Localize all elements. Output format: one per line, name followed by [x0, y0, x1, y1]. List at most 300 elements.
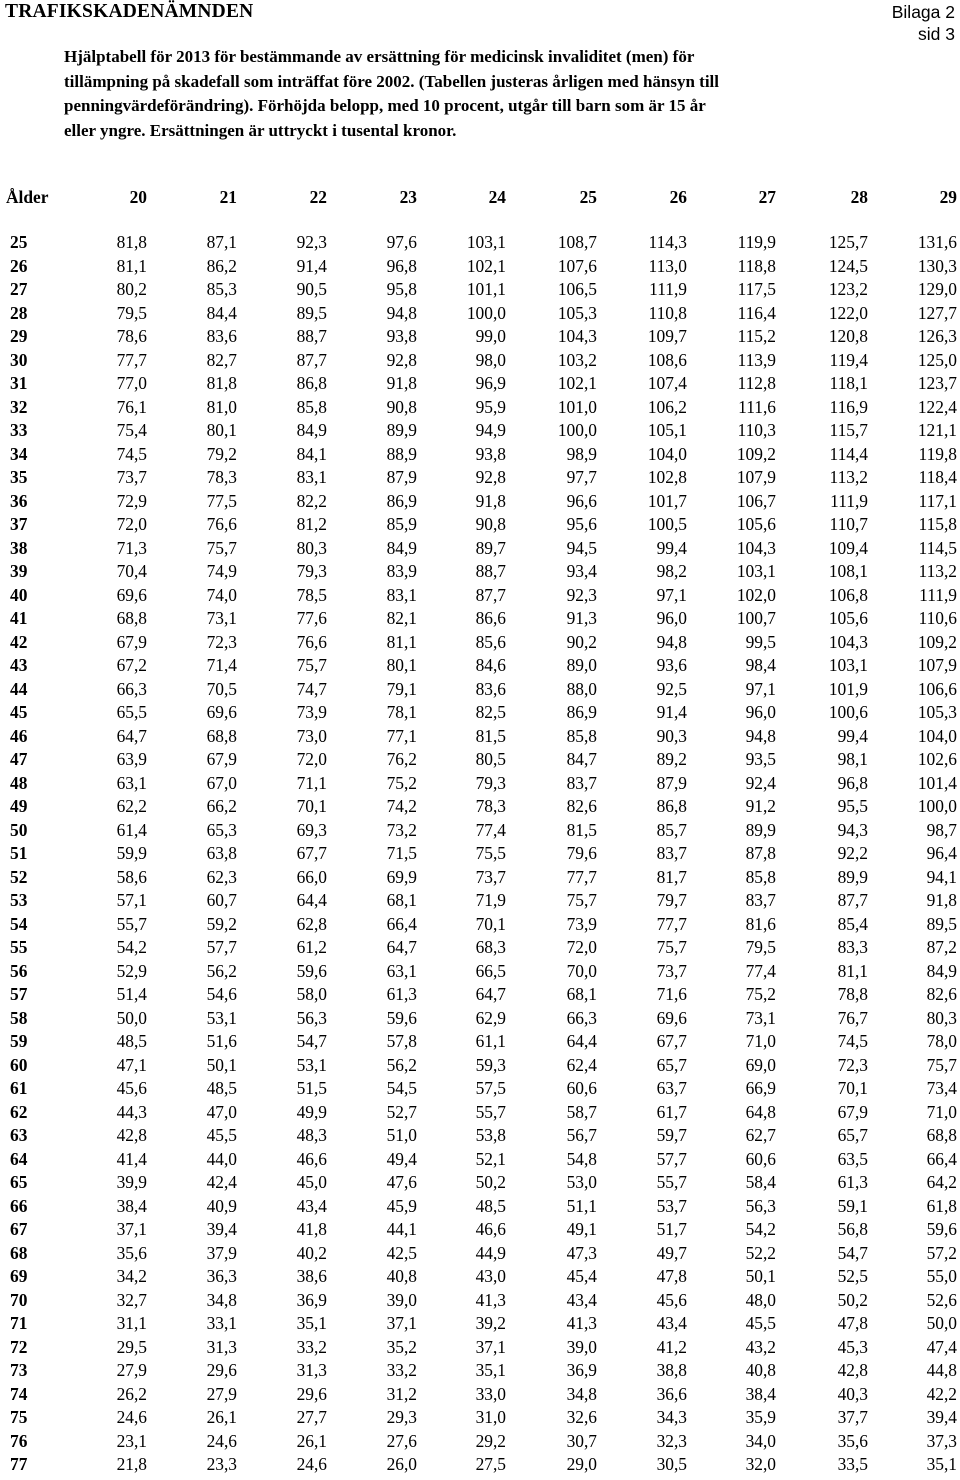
table-cell: 39,4: [926, 1407, 957, 1427]
row-age: 41: [10, 608, 28, 628]
table-cell: 36,9: [566, 1360, 597, 1380]
table-cell: 89,7: [475, 537, 506, 558]
row-age: 38: [10, 537, 28, 558]
column-header: 22: [309, 187, 327, 207]
table-cell: 46,6: [475, 1219, 506, 1239]
table-cell: 79,3: [296, 561, 327, 581]
table-cell: 103,1: [828, 655, 868, 675]
column-header: 21: [219, 187, 237, 207]
table-cell: 77,7: [116, 349, 147, 370]
table-cell: 105,6: [828, 608, 868, 628]
row-age: 45: [10, 702, 28, 722]
intro-line: eller yngre. Ersättningen är uttryckt i tusental kronor.: [64, 120, 457, 140]
table-cell: 102,1: [557, 373, 597, 393]
table-cell: 87,1: [206, 232, 237, 252]
table-cell: 81,0: [206, 396, 237, 417]
table-cell: 63,9: [116, 749, 147, 769]
table-cell: 70,1: [837, 1078, 868, 1098]
table-cell: 78,3: [475, 796, 506, 816]
table-cell: 81,5: [566, 819, 597, 840]
table-cell: 37,9: [206, 1242, 237, 1263]
table-cell: 93,5: [745, 749, 776, 769]
table-cell: 59,6: [296, 960, 327, 981]
table-cell: 119,4: [829, 349, 868, 370]
table-cell: 43,4: [566, 1289, 597, 1310]
table-cell: 77,7: [566, 866, 597, 887]
row-age: 64: [10, 1148, 28, 1169]
table-cell: 27,6: [386, 1430, 417, 1451]
table-cell: 101,4: [917, 772, 957, 793]
table-cell: 106,8: [828, 584, 868, 605]
table-cell: 37,3: [926, 1430, 957, 1451]
table-cell: 51,7: [656, 1219, 687, 1239]
table-cell: 44,1: [386, 1219, 417, 1239]
table-cell: 57,1: [116, 890, 147, 910]
table-cell: 108,6: [647, 349, 687, 370]
table-cell: 47,3: [566, 1242, 597, 1263]
table-cell: 80,5: [475, 749, 506, 769]
table-cell: 71,4: [206, 655, 237, 675]
table-cell: 53,8: [475, 1125, 506, 1145]
table-cell: 71,0: [926, 1101, 957, 1122]
table-cell: 31,3: [206, 1336, 237, 1357]
row-age: 58: [10, 1007, 28, 1028]
row-age: 51: [10, 843, 28, 863]
table-cell: 107,6: [557, 255, 597, 276]
table-cell: 74,5: [116, 443, 147, 464]
table-cell: 100,0: [917, 796, 957, 816]
table-cell: 48,5: [206, 1078, 237, 1098]
table-cell: 47,6: [386, 1172, 417, 1192]
row-age: 34: [10, 443, 28, 464]
table-cell: 81,8: [116, 232, 147, 252]
table-cell: 96,9: [475, 373, 506, 393]
table-cell: 67,2: [116, 655, 147, 675]
table-cell: 71,5: [386, 843, 417, 863]
table-cell: 105,6: [736, 514, 776, 534]
table-cell: 104,3: [736, 537, 776, 558]
table-cell: 49,7: [656, 1242, 687, 1263]
table-cell: 75,2: [745, 984, 776, 1004]
table-cell: 95,9: [475, 396, 506, 417]
table-cell: 67,7: [296, 843, 327, 863]
intro-line: tillämpning på skadefall som inträffat före 2002. (Tabellen justeras årligen med hänsyn till: [64, 71, 719, 91]
organization-name: TRAFIKSKADENÄMNDEN: [5, 1, 254, 22]
table-cell: 73,7: [475, 866, 506, 887]
table-cell: 94,8: [745, 725, 776, 746]
table-cell: 54,5: [386, 1078, 417, 1098]
table-cell: 75,5: [475, 843, 506, 863]
table-cell: 100,0: [557, 420, 597, 440]
table-cell: 47,0: [206, 1101, 237, 1122]
table-cell: 83,9: [386, 561, 417, 581]
table-cell: 82,6: [926, 984, 957, 1004]
table-cell: 64,7: [116, 725, 147, 746]
table-cell: 42,5: [386, 1242, 417, 1263]
table-cell: 104,0: [647, 443, 687, 464]
table-cell: 52,1: [475, 1148, 506, 1169]
table-cell: 84,4: [206, 302, 237, 323]
table-cell: 110,8: [648, 302, 687, 323]
table-cell: 67,9: [837, 1101, 868, 1122]
column-header: 25: [579, 187, 597, 207]
table-cell: 64,2: [926, 1172, 957, 1192]
table-cell: 96,6: [566, 490, 597, 511]
table-cell: 68,8: [926, 1125, 957, 1145]
table-cell: 73,1: [745, 1007, 776, 1028]
table-cell: 118,8: [737, 255, 776, 276]
table-cell: 104,0: [917, 725, 957, 746]
table-cell: 68,1: [386, 890, 417, 910]
table-cell: 70,4: [116, 561, 147, 581]
table-cell: 81,5: [475, 725, 506, 746]
table-cell: 77,4: [745, 960, 776, 981]
table-cell: 86,2: [206, 255, 237, 276]
table-cell: 84,6: [475, 655, 506, 675]
column-header: 27: [758, 187, 776, 207]
table-cell: 76,1: [116, 396, 147, 417]
table-cell: 106,7: [736, 490, 776, 511]
table-cell: 77,6: [296, 608, 327, 628]
table-cell: 61,3: [386, 984, 417, 1004]
table-cell: 104,3: [828, 631, 868, 652]
table-cell: 90,5: [296, 279, 327, 299]
table-cell: 78,5: [296, 584, 327, 605]
table-cell: 62,4: [566, 1054, 597, 1075]
table-cell: 53,1: [296, 1054, 327, 1075]
table-cell: 35,9: [745, 1407, 776, 1427]
table-cell: 83,7: [566, 772, 597, 793]
table-cell: 98,4: [745, 655, 776, 675]
table-cell: 36,3: [206, 1266, 237, 1286]
table-cell: 66,4: [386, 913, 417, 934]
table-cell: 119,8: [918, 443, 957, 464]
table-cell: 40,9: [206, 1195, 237, 1216]
table-cell: 63,5: [837, 1148, 868, 1169]
table-cell: 68,1: [566, 984, 597, 1004]
table-cell: 40,2: [296, 1242, 327, 1263]
table-cell: 69,9: [386, 866, 417, 887]
table-cell: 62,3: [206, 866, 237, 887]
table-cell: 52,9: [116, 960, 147, 981]
table-cell: 106,6: [917, 678, 957, 699]
table-cell: 50,0: [926, 1313, 957, 1333]
table-cell: 78,8: [837, 984, 868, 1004]
table-cell: 115,2: [737, 326, 776, 346]
row-age: 66: [10, 1195, 28, 1216]
table-cell: 67,9: [206, 749, 237, 769]
table-cell: 84,7: [566, 749, 597, 769]
table-cell: 90,8: [475, 514, 506, 534]
table-cell: 33,0: [475, 1383, 506, 1404]
table-cell: 53,0: [566, 1172, 597, 1192]
table-cell: 55,7: [116, 913, 147, 934]
table-cell: 29,3: [386, 1407, 417, 1427]
table-cell: 24,6: [206, 1430, 237, 1451]
table-cell: 35,1: [926, 1454, 957, 1474]
column-header: 28: [850, 187, 868, 207]
table-cell: 114,4: [829, 443, 868, 464]
table-cell: 26,1: [206, 1407, 237, 1427]
table-cell: 60,6: [745, 1148, 776, 1169]
row-age: 43: [10, 655, 28, 675]
row-age: 77: [10, 1454, 28, 1474]
table-cell: 109,2: [917, 631, 957, 652]
table-cell: 61,4: [116, 819, 147, 840]
table-cell: 67,9: [116, 631, 147, 652]
table-cell: 74,7: [296, 678, 327, 699]
table-cell: 85,6: [475, 631, 506, 652]
row-age: 30: [10, 349, 28, 370]
table-cell: 122,4: [917, 396, 957, 417]
table-cell: 41,2: [656, 1336, 687, 1357]
table-cell: 79,5: [116, 302, 147, 323]
table-cell: 44,3: [116, 1101, 147, 1122]
table-cell: 110,6: [918, 608, 957, 628]
table-cell: 105,3: [557, 302, 597, 323]
table-cell: 52,7: [386, 1101, 417, 1122]
table-cell: 82,6: [566, 796, 597, 816]
table-cell: 59,9: [116, 843, 147, 863]
table-cell: 57,8: [386, 1031, 417, 1051]
table-cell: 71,0: [745, 1031, 776, 1051]
table-cell: 97,1: [656, 584, 687, 605]
table-cell: 130,3: [917, 255, 957, 276]
table-cell: 32,3: [656, 1430, 687, 1451]
table-cell: 84,9: [296, 420, 327, 440]
table-cell: 42,8: [116, 1125, 147, 1145]
table-cell: 42,8: [837, 1360, 868, 1380]
table-cell: 91,8: [475, 490, 506, 511]
table-cell: 72,0: [116, 514, 147, 534]
table-cell: 81,8: [206, 373, 237, 393]
table-cell: 54,6: [206, 984, 237, 1004]
table-cell: 94,8: [386, 302, 417, 323]
table-cell: 71,6: [656, 984, 687, 1004]
table-cell: 104,3: [557, 326, 597, 346]
table-cell: 89,9: [386, 420, 417, 440]
table-cell: 57,5: [475, 1078, 506, 1098]
table-cell: 125,7: [828, 232, 868, 252]
table-cell: 61,3: [837, 1172, 868, 1192]
table-cell: 45,6: [116, 1078, 147, 1098]
table-cell: 69,0: [745, 1054, 776, 1075]
table-cell: 66,3: [566, 1007, 597, 1028]
table-cell: 55,7: [475, 1101, 506, 1122]
table-cell: 45,9: [386, 1195, 417, 1216]
table-cell: 31,3: [296, 1360, 327, 1380]
table-cell: 77,7: [656, 913, 687, 934]
table-cell: 52,6: [926, 1289, 957, 1310]
table-cell: 96,4: [926, 843, 957, 863]
table-cell: 50,2: [475, 1172, 506, 1192]
table-cell: 73,4: [926, 1078, 957, 1098]
table-cell: 72,9: [116, 490, 147, 511]
table-cell: 117,5: [737, 279, 776, 299]
table-cell: 57,2: [926, 1242, 957, 1263]
table-cell: 84,1: [296, 443, 327, 464]
table-cell: 51,4: [116, 984, 147, 1004]
table-cell: 95,5: [837, 796, 868, 816]
table-cell: 73,7: [656, 960, 687, 981]
table-cell: 67,0: [206, 772, 237, 793]
table-cell: 69,6: [656, 1007, 687, 1028]
row-age: 65: [10, 1172, 28, 1192]
table-cell: 35,6: [837, 1430, 868, 1451]
table-cell: 48,5: [116, 1031, 147, 1051]
table-cell: 79,5: [745, 937, 776, 957]
table-cell: 72,0: [566, 937, 597, 957]
table-cell: 70,5: [206, 678, 237, 699]
table-cell: 73,7: [116, 467, 147, 487]
table-cell: 66,2: [206, 796, 237, 816]
row-age: 48: [10, 772, 28, 793]
table-cell: 83,3: [837, 937, 868, 957]
table-cell: 59,7: [656, 1125, 687, 1145]
table-cell: 38,6: [296, 1266, 327, 1286]
table-cell: 94,8: [656, 631, 687, 652]
column-header: 29: [939, 187, 957, 207]
table-cell: 47,1: [116, 1054, 147, 1075]
table-cell: 58,7: [566, 1101, 597, 1122]
table-cell: 39,0: [566, 1336, 597, 1357]
table-cell: 80,2: [116, 279, 147, 299]
table-cell: 74,5: [837, 1031, 868, 1051]
table-cell: 103,2: [557, 349, 597, 370]
table-cell: 86,6: [475, 608, 506, 628]
appendix-label: Bilaga 2: [891, 2, 955, 22]
table-cell: 32,0: [745, 1454, 776, 1474]
table-cell: 45,4: [566, 1266, 597, 1286]
row-age: 74: [10, 1383, 28, 1404]
table-cell: 79,3: [475, 772, 506, 793]
table-cell: 64,4: [566, 1031, 597, 1051]
table-cell: 64,7: [475, 984, 506, 1004]
table-cell: 102,0: [736, 584, 776, 605]
table-cell: 47,8: [656, 1266, 687, 1286]
table-cell: 31,2: [386, 1383, 417, 1404]
table-cell: 36,9: [296, 1289, 327, 1310]
row-age: 33: [10, 420, 28, 440]
table-cell: 113,2: [829, 467, 868, 487]
table-cell: 118,4: [918, 467, 957, 487]
table-cell: 77,4: [475, 819, 506, 840]
table-cell: 103,1: [736, 561, 776, 581]
table-cell: 92,8: [386, 349, 417, 370]
table-cell: 96,8: [837, 772, 868, 793]
table-cell: 93,6: [656, 655, 687, 675]
table-cell: 37,1: [475, 1336, 506, 1357]
table-cell: 44,8: [926, 1360, 957, 1380]
table-cell: 92,2: [837, 843, 868, 863]
table-cell: 66,9: [745, 1078, 776, 1098]
table-cell: 59,6: [926, 1219, 957, 1239]
table-cell: 77,0: [116, 373, 147, 393]
table-cell: 24,6: [296, 1454, 327, 1474]
table-cell: 50,1: [206, 1054, 237, 1075]
table-cell: 45,5: [206, 1125, 237, 1145]
table-cell: 73,1: [206, 608, 237, 628]
table-cell: 89,0: [566, 655, 597, 675]
table-cell: 98,1: [837, 749, 868, 769]
table-cell: 125,0: [917, 349, 957, 370]
table-cell: 82,1: [386, 608, 417, 628]
table-cell: 112,8: [737, 373, 776, 393]
row-age: 32: [10, 396, 28, 417]
table-cell: 73,9: [566, 913, 597, 934]
table-cell: 74,2: [386, 796, 417, 816]
table-cell: 51,1: [566, 1195, 597, 1216]
table-cell: 32,6: [566, 1407, 597, 1427]
table-cell: 99,0: [475, 326, 506, 346]
row-age: 76: [10, 1430, 28, 1451]
table-cell: 34,0: [745, 1430, 776, 1451]
table-cell: 37,1: [386, 1313, 417, 1333]
table-cell: 69,6: [116, 584, 147, 605]
table-cell: 23,1: [116, 1430, 147, 1451]
row-age: 63: [10, 1125, 28, 1145]
table-cell: 60,6: [566, 1078, 597, 1098]
table-cell: 89,5: [296, 302, 327, 323]
table-cell: 85,3: [206, 279, 237, 299]
table-cell: 89,9: [837, 866, 868, 887]
table-cell: 29,6: [296, 1383, 327, 1404]
table-cell: 76,6: [206, 514, 237, 534]
table-cell: 42,4: [206, 1172, 237, 1192]
table-cell: 97,1: [745, 678, 776, 699]
table-cell: 88,7: [296, 326, 327, 346]
row-age: 25: [10, 232, 28, 252]
table-cell: 82,5: [475, 702, 506, 722]
table-cell: 83,7: [656, 843, 687, 863]
table-cell: 83,1: [386, 584, 417, 605]
table-cell: 41,3: [475, 1289, 506, 1310]
table-cell: 43,4: [296, 1195, 327, 1216]
table-cell: 92,3: [566, 584, 597, 605]
table-cell: 94,1: [926, 866, 957, 887]
table-cell: 85,7: [656, 819, 687, 840]
table-cell: 35,1: [475, 1360, 506, 1380]
table-cell: 43,0: [475, 1266, 506, 1286]
table-cell: 70,1: [296, 796, 327, 816]
table-cell: 92,4: [745, 772, 776, 793]
table-cell: 45,5: [745, 1313, 776, 1333]
table-cell: 86,9: [566, 702, 597, 722]
table-cell: 71,3: [116, 537, 147, 558]
row-age: 55: [10, 937, 28, 957]
table-cell: 38,8: [656, 1360, 687, 1380]
table-cell: 103,1: [466, 232, 506, 252]
table-cell: 86,8: [656, 796, 687, 816]
table-cell: 75,4: [116, 420, 147, 440]
row-age: 67: [10, 1219, 28, 1239]
row-age: 60: [10, 1054, 28, 1075]
table-cell: 21,8: [116, 1454, 147, 1474]
table-cell: 89,9: [745, 819, 776, 840]
table-cell: 54,2: [116, 937, 147, 957]
table-cell: 91,8: [386, 373, 417, 393]
table-cell: 97,7: [566, 467, 597, 487]
table-cell: 83,6: [475, 678, 506, 699]
table-cell: 81,1: [386, 631, 417, 652]
table-cell: 48,3: [296, 1125, 327, 1145]
table-cell: 81,7: [656, 866, 687, 887]
table-cell: 78,1: [386, 702, 417, 722]
table-cell: 64,8: [745, 1101, 776, 1122]
table-cell: 111,9: [830, 490, 868, 511]
table-cell: 59,3: [475, 1054, 506, 1075]
table-cell: 75,7: [566, 890, 597, 910]
